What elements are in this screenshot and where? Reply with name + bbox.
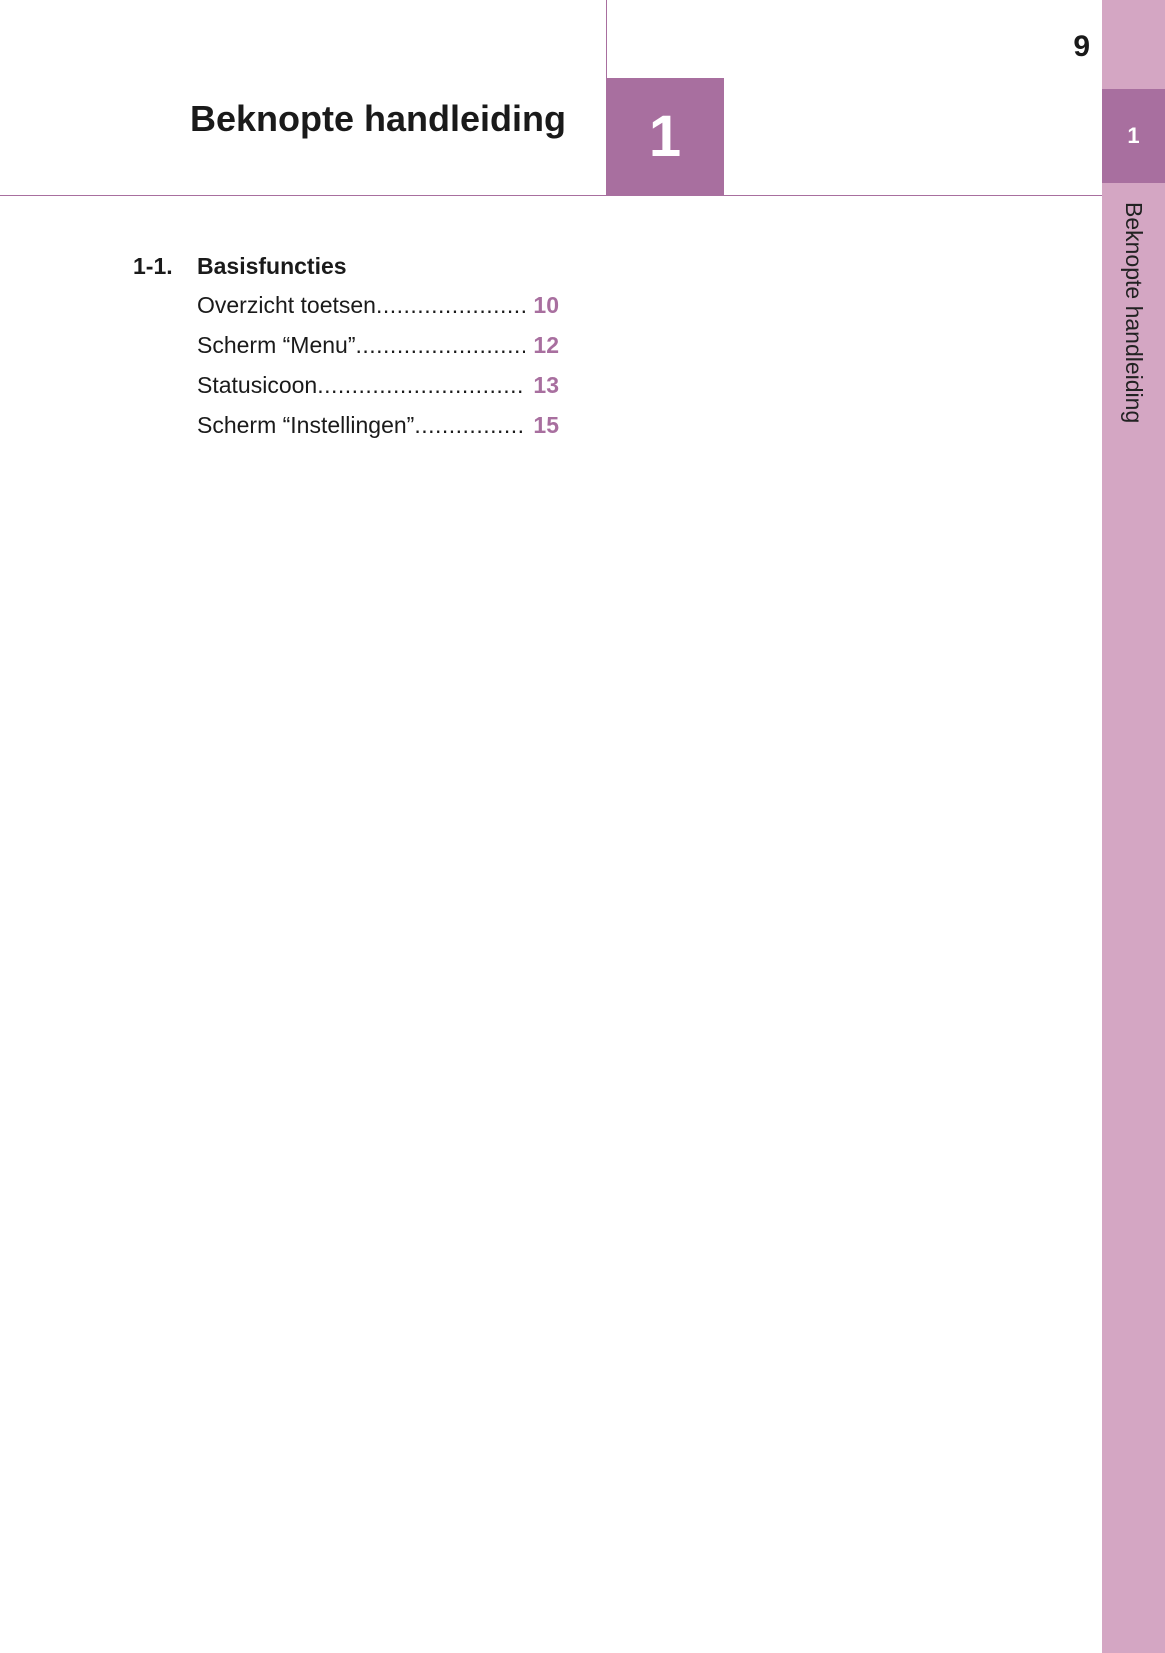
toc-entry-label: Statusicoon — [197, 372, 318, 398]
toc-dot-leader — [317, 372, 525, 399]
side-tab-label: Beknopte handleiding — [1121, 202, 1147, 424]
toc-entry[interactable] — [197, 412, 559, 452]
section-number: 1-1. — [133, 253, 173, 279]
header-vertical-rule — [606, 0, 607, 78]
toc-dot-leader — [376, 292, 525, 319]
page-number: 9 — [1073, 30, 1090, 63]
toc-entry-label: Scherm “Menu” — [197, 332, 356, 358]
toc-entry-page[interactable]: 10 — [533, 292, 559, 318]
toc-entry[interactable] — [197, 332, 559, 372]
header-horizontal-rule — [0, 195, 1102, 196]
toc-entry-page[interactable]: 12 — [533, 332, 559, 358]
toc-entry[interactable] — [197, 372, 559, 412]
side-tab-number: 1 — [1127, 123, 1140, 148]
toc-entry-label: Scherm “Instellingen” — [197, 412, 415, 438]
toc-entry-label: Overzicht toetsen — [197, 292, 376, 318]
toc-entry-page[interactable]: 13 — [533, 372, 559, 398]
toc-entry[interactable] — [197, 292, 559, 332]
toc-entry-page[interactable]: 15 — [533, 412, 559, 438]
toc-dot-leader — [355, 332, 525, 359]
section-title: Basisfuncties — [197, 253, 347, 279]
toc-dot-leader — [414, 412, 525, 439]
chapter-title: Beknopte handleiding — [189, 98, 566, 139]
chapter-number-block: 1 — [606, 78, 724, 196]
table-of-contents — [197, 292, 559, 452]
